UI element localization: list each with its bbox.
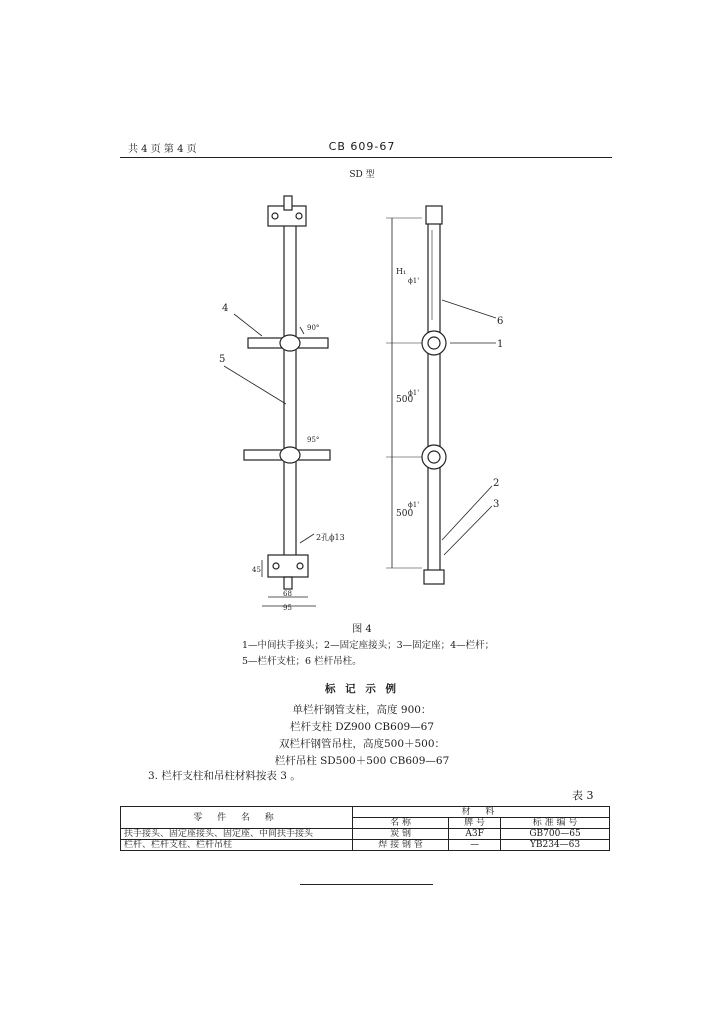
label-3: 3 <box>493 499 500 510</box>
holes-label: 2孔ϕ13 <box>316 533 345 542</box>
label-5: 5 <box>219 354 226 365</box>
row-name: 炭 钢 <box>353 829 449 840</box>
joint-upper <box>422 331 446 355</box>
page-count: 共 4 页 第 4 页 <box>128 144 197 155</box>
row-std: GB700—65 <box>501 829 610 840</box>
row-part: 扶手接头、固定座接头、固定座、中间扶手接头 <box>121 829 353 840</box>
label-h1: H₁ <box>396 267 407 276</box>
legend-line-2: 5—栏杆支柱；6 栏杆吊柱。 <box>242 656 362 667</box>
phi-lower: ϕ1' <box>408 501 420 509</box>
standard-number: CB 609-67 <box>328 140 396 153</box>
width-95: 95 <box>283 604 292 612</box>
dim-95: 95° <box>307 436 320 444</box>
table-row <box>121 840 610 851</box>
legend-line-1: 1—中间扶手接头；2—固定座接头；3—固定座；4—栏杆； <box>242 640 495 651</box>
row-name: 焊 接 钢 管 <box>353 840 449 851</box>
material-note: 3. 栏杆支柱和吊柱材料按表 3 。 <box>148 770 301 782</box>
dim-500-lower: 500 <box>396 509 414 519</box>
col-part: 零 件 名 称 <box>121 807 353 829</box>
marking-line-1: 单栏杆钢管支柱，高度 900： <box>292 704 432 716</box>
end-rule <box>300 884 433 885</box>
marking-line-2: 栏杆支柱 DZ900 CB609—67 <box>289 721 435 733</box>
table-label: 表 3 <box>572 789 594 802</box>
width-68: 68 <box>283 590 292 598</box>
sub-name: 名 称 <box>353 818 449 829</box>
base-bracket <box>268 555 308 577</box>
label-4: 4 <box>222 303 229 314</box>
phi-middle: ϕ1' <box>408 389 420 397</box>
marking-line-3: 双栏杆钢管吊柱，高度500＋500： <box>278 738 446 750</box>
sub-grade: 牌 号 <box>449 818 501 829</box>
row-grade: A3F <box>449 829 501 840</box>
marking-heading: 标 记 示 例 <box>325 683 399 695</box>
row-part: 栏杆、栏杆支柱、栏杆吊柱 <box>121 840 353 851</box>
col-material: 材 料 <box>353 807 610 818</box>
row-std: YB234—63 <box>501 840 610 851</box>
label-6: 6 <box>497 316 504 327</box>
table-row <box>121 829 610 840</box>
material-table <box>120 806 610 851</box>
label-2: 2 <box>493 478 500 489</box>
height-45: 45 <box>252 566 261 574</box>
label-1: 1 <box>497 339 504 350</box>
joint-lower <box>422 445 446 469</box>
figure-title: 图 4 <box>352 624 372 635</box>
phi-upper: ϕ1' <box>408 277 420 285</box>
dim-90: 90° <box>307 324 320 332</box>
row-grade: — <box>449 840 501 851</box>
left-view <box>224 196 330 606</box>
dim-500-upper: 500 <box>396 395 414 405</box>
marking-line-4: 栏杆吊柱 SD500＋500 CB609—67 <box>274 755 450 767</box>
sub-std: 标 准 编 号 <box>501 818 610 829</box>
figure-subtitle: SD 型 <box>349 170 375 180</box>
